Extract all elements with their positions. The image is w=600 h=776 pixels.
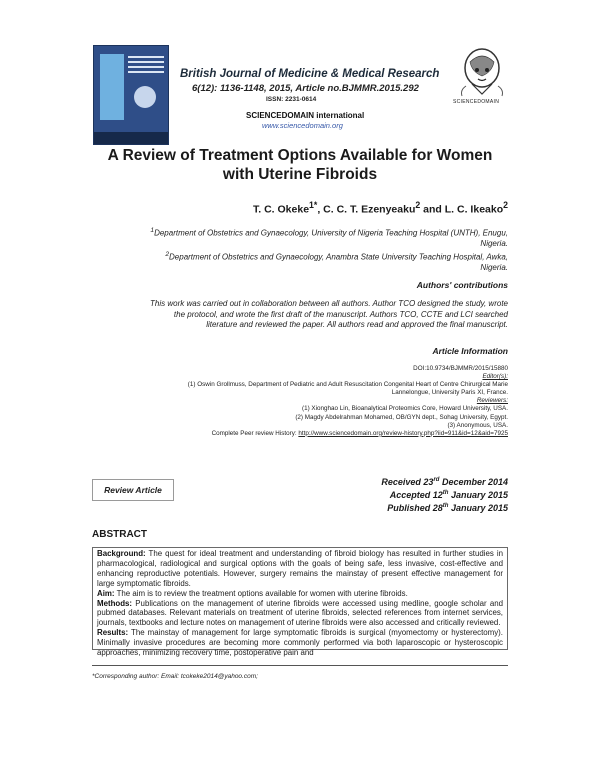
reviewer-item: (3) Anonymous, USA. [447,421,508,429]
article-info-heading: Article Information [432,346,508,356]
author-affiliation-mark: 1* [309,200,318,210]
affiliation-mark: 1 [150,227,155,234]
article-info-block [88,365,508,438]
abstract-background: Background: The quest for ideal treatment and understanding of fibroid biology has resulted in further studies in pharmacological, radiological and surgical options with the goals of being safe, less invasive, cost-effective and enhancing reproductive potentials. However, surgery remains the mainstay of present effective management for large symptomatic fibroids. [97,549,503,588]
footnote-divider [92,665,508,666]
author-affiliation-mark: 2 [415,200,421,210]
author-affiliation-mark: 2 [503,200,508,210]
editor-line: (1) Oswin Grollmuss, Department of Pediatric and Adult Resuscitation Congenital Heart of Centre Chirurgical Marie [187,381,508,389]
journal-cover-image [93,45,169,145]
abstract-results: Results: The mainstay of management for large symptomatic fibroids is surgical (myomectomy or hysterectomy). Minimally invasive procedures are becoming more commonly performed via both laparoscopic or hysteroscopic approaches, minimizing recovery time, postoperative pain and [97,628,503,658]
peer-review-history-link[interactable]: http://www.sciencedomain.org/review-history.php?iid=911&id=12&aid=7925 [298,429,508,437]
title-line-1: A Review of Treatment Options Available for Women [107,147,493,164]
reviewer-item: (2) Magdy Abdelrahman Mohamed, OB/GYN dept., Sohag University, Egypt. [295,413,508,421]
affiliation-1: $^1$Department of Obstetrics and Gynaecology, University of Nigeria Teaching Hospital (UNTH), Enugu, Nigeria. [150,227,508,249]
contributions-text: This work was carried out in collaboration between all authors. Author TCO designed the study, wrote the protocol, and wrote the first draft of the manuscript. Authors TCO, CCTE and LCI searched literature and reviewed the paper. All authors read and approved the final manuscript. [150,299,508,329]
editor-line: Lannelongue, University Paris XI, France. [391,389,508,397]
logo-text: SCIENCEDOMAIN [453,99,500,105]
doi: DOI:10.9734/BJMMR/2015/15880 [413,365,508,372]
reviewer-item: (1) Xionghao Lin, Bioanalytical Proteomics Core, Howard University, USA. [301,405,508,413]
issn: ISSN: 2231-0614 [266,96,317,103]
publisher-name: SCIENCEDOMAIN international [246,111,365,120]
contributions-heading: Authors' contributions [416,280,508,290]
author-list: T. C. Okeke$^{1*}$, C. C. T. Ezenyeaku$^2$ and L. C. Ikeako$^2$ [253,200,508,216]
article-type-badge: Review Article [92,479,174,501]
journal-reference: 6(12): 1136-1148, 2015, Article no.BJMMR.2015.292 [192,83,419,94]
author-name: T. C. Okeke [253,203,310,216]
abstract-box [92,547,508,658]
corresponding-author-footnote: *Corresponding author: Email: tcokeke2014@yahoo.com; [92,673,258,680]
reviewers-label: Reviewers: [476,397,508,405]
editors-label: Editor(s): [482,373,508,381]
abstract-aim: Aim: The aim is to review the treatment options available for women with uterine fibroids. [97,588,408,598]
published-date: Published 28th January 2015 [387,503,508,513]
author-name: L. C. Ikeako [444,203,504,216]
abstract-methods: Methods: Publications on the management of uterine fibroids were accessed using medline, google scholar and pubmed databases. Relevant materials on treatment of uterine fibroids, selected references from internet services, journals, textbooks and lecture notes on management of uterine fibroids were also accessed and critically reviewed. [97,598,503,628]
title-line-2: with Uterine Fibroids [222,166,378,183]
peer-review-history: Complete Peer review History: http://www.sciencedomain.org/review-history.php?iid=911&id=12&aid=7925 [211,429,508,437]
received-date: Received 23rd December 2014 [381,477,508,487]
affiliation-2: $^2$Department of Obstetrics and Gynaecology, Anambra State University Teaching Hospital, Awka, Nigeria. [165,251,508,273]
publication-dates [381,475,508,514]
journal-name: British Journal of Medicine & Medical Research [180,68,440,80]
paper-title [60,146,540,184]
author-name: C. C. T. Ezenyeaku [323,203,416,216]
abstract-heading: ABSTRACT [92,529,147,540]
affiliation-mark: 2 [165,251,170,258]
accepted-date: Accepted 12th January 2015 [389,490,508,500]
publisher-url-link[interactable]: www.sciencedomain.org [262,121,343,130]
